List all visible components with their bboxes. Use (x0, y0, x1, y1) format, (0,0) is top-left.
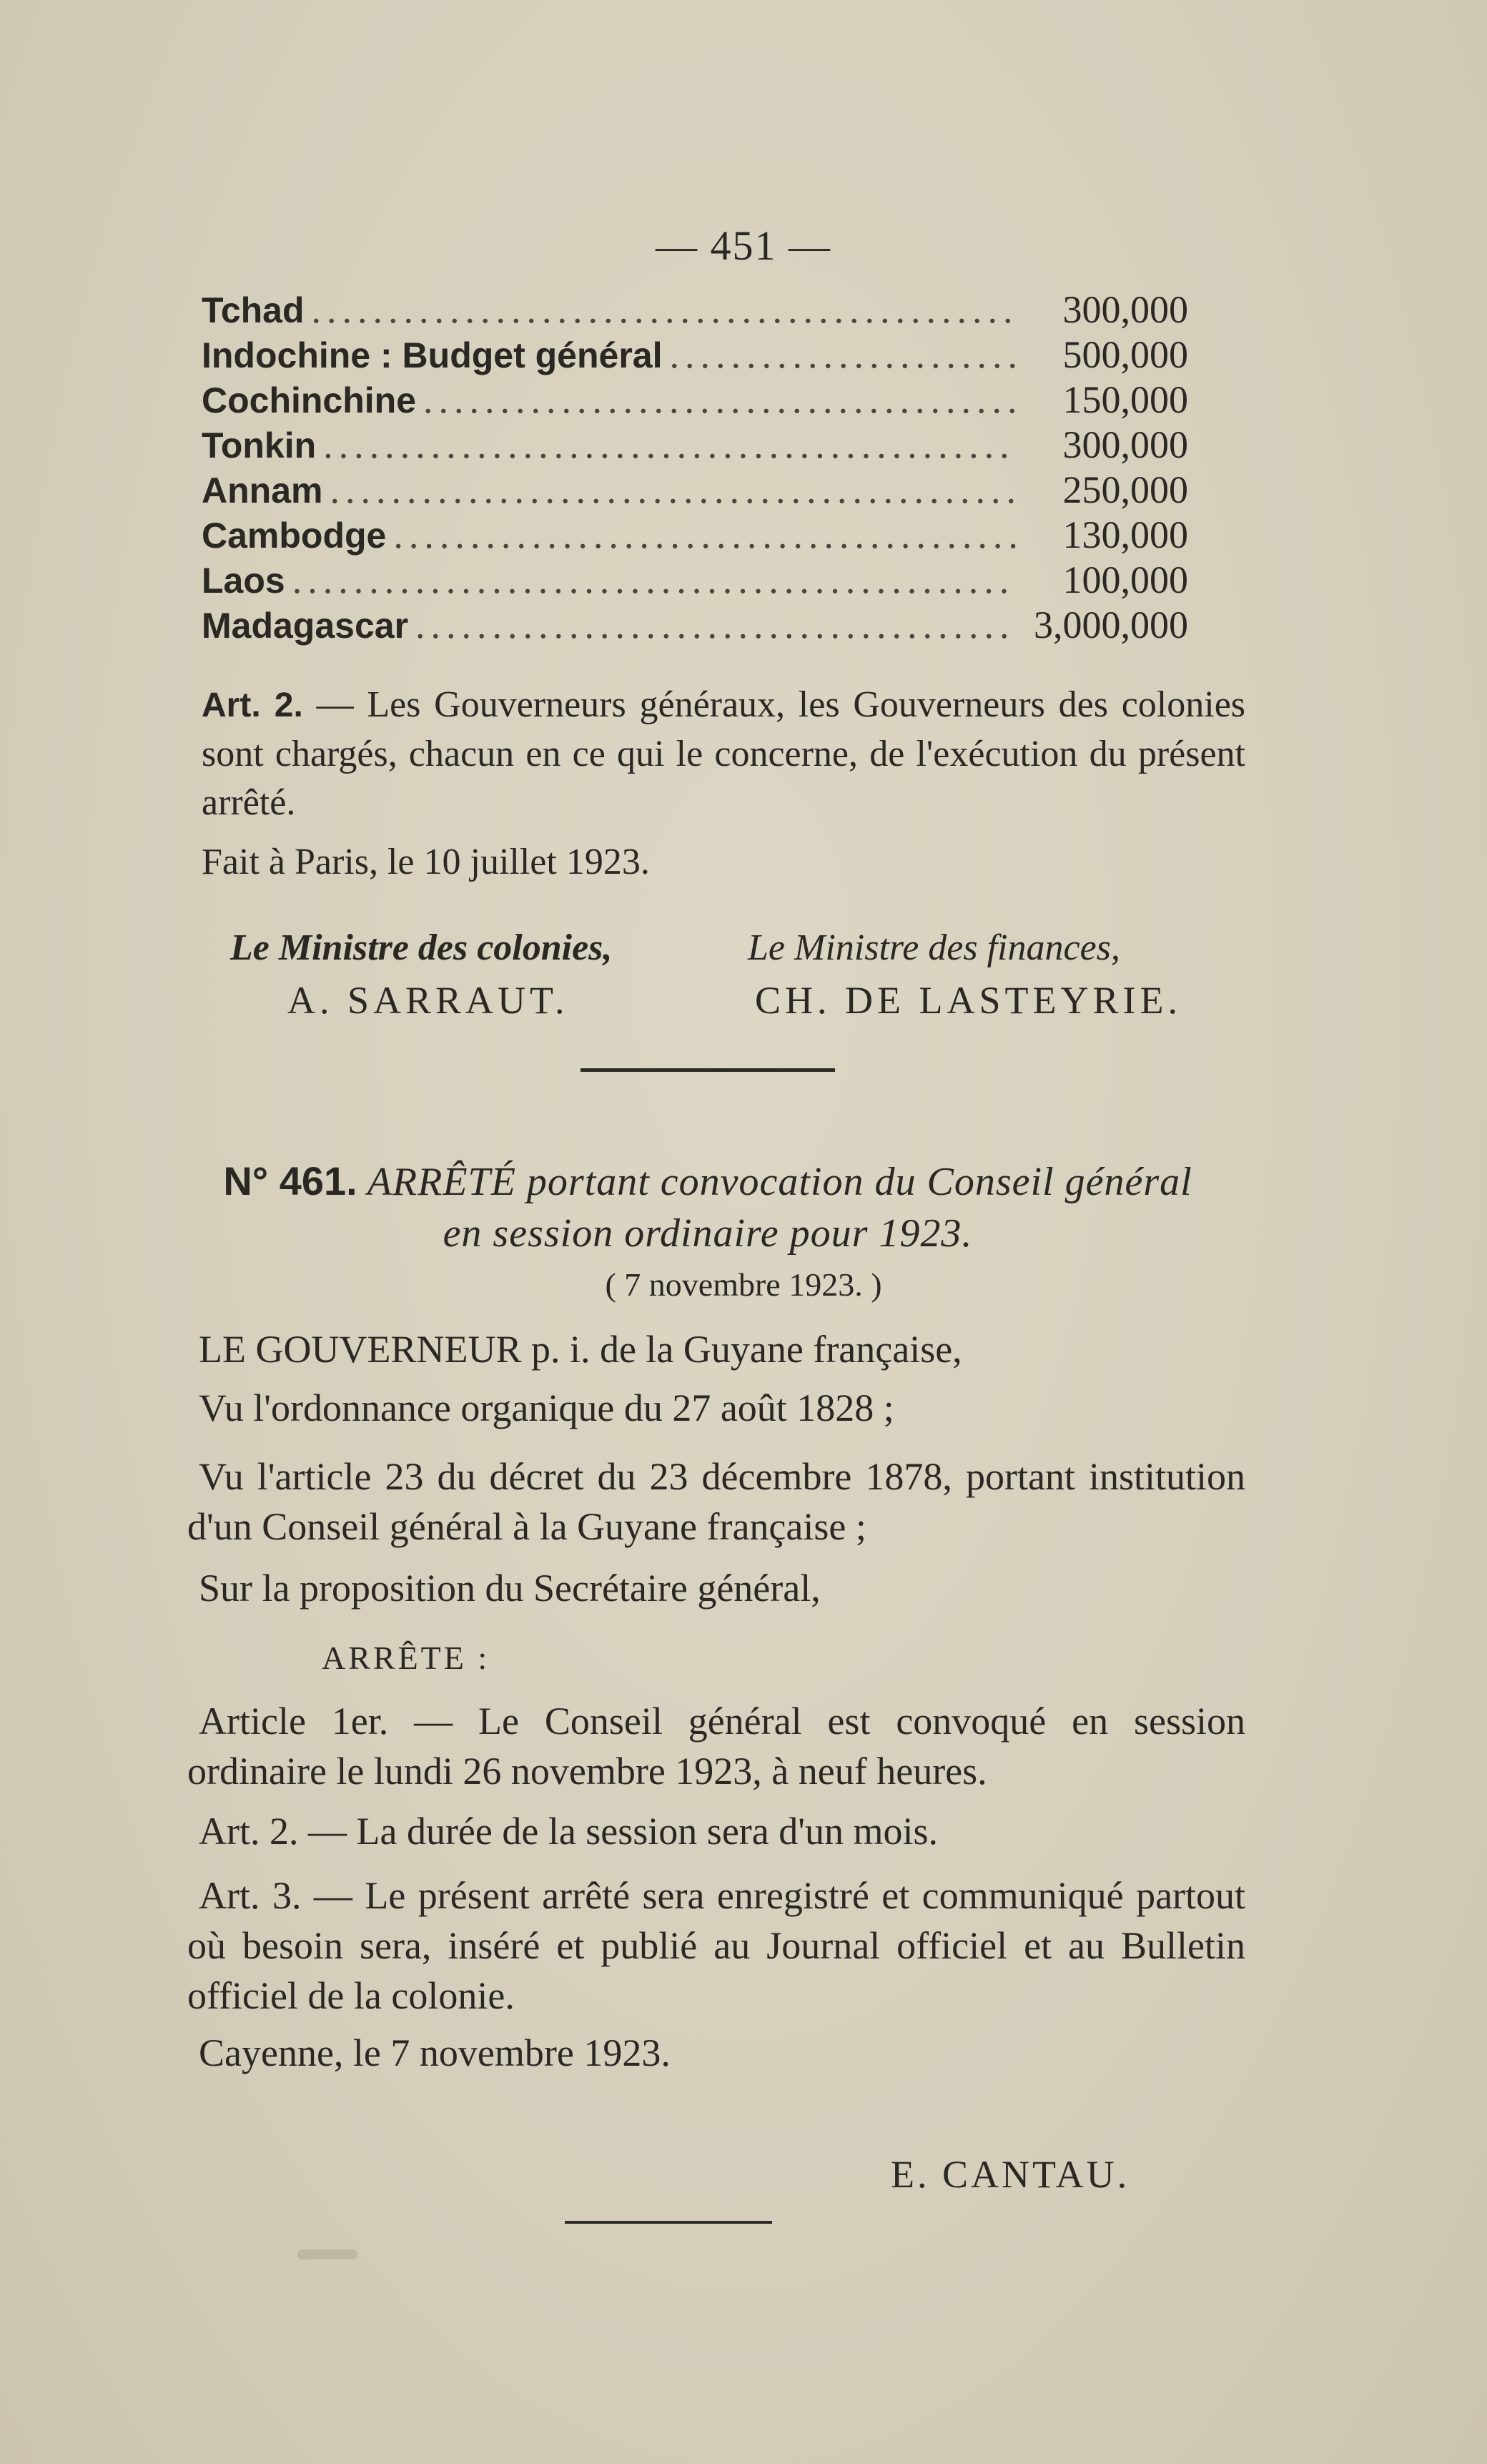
leader-dots (669, 332, 1017, 378)
vu-article: Vu l'article 23 du décret du 23 décembre 1878, portant institution d'un Conseil général à la Guyane française ; (187, 1455, 1245, 1548)
signatory-right-name: CH. DE LASTEYRIE. (755, 979, 1182, 1022)
budget-row (202, 513, 1188, 558)
leader-dots (312, 287, 1017, 332)
leader-dots (330, 468, 1017, 513)
budget-label: Annam (202, 470, 323, 511)
article-2-text: — Les Gouverneurs généraux, les Gouverneurs des colonies sont chargés, chacun en ce qui le concerne, de l'exécution du présent arrêté. (202, 684, 1246, 823)
article-2 (187, 1806, 1245, 1856)
article-3-lead: Art. 3. (199, 1874, 302, 1917)
budget-label: Tonkin (202, 425, 317, 465)
article-1-lead: Article 1er. (199, 1700, 389, 1743)
decree-heading-line2: en session ordinaire pour 1923. (443, 1211, 973, 1256)
budget-row (202, 423, 1188, 468)
budget-value: 250,000 (1062, 468, 1188, 511)
budget-value: 130,000 (1062, 513, 1188, 556)
budget-table (202, 287, 1188, 648)
budget-label: Tchad (202, 290, 305, 330)
leader-dots (423, 378, 1017, 423)
budget-value: 300,000 (1062, 423, 1188, 466)
budget-value: 3,000,000 (1034, 603, 1188, 646)
decree-heading (164, 1155, 1251, 1259)
budget-row (202, 558, 1188, 603)
signatory-left-name: A. SARRAUT. (287, 979, 569, 1022)
arrete-label: ARRÊTE : (322, 1640, 490, 1676)
budget-value: 300,000 (1062, 288, 1188, 331)
budget-row (202, 287, 1188, 332)
article-2-paragraph (202, 681, 1245, 827)
article-1 (187, 1696, 1245, 1796)
budget-row (202, 468, 1188, 513)
vu-ordonnance: Vu l'ordonnance organique du 27 août 1828 ; (199, 1386, 894, 1429)
leader-dots (292, 558, 1017, 603)
article-2b-text: — La durée de la session sera d'un mois. (307, 1810, 938, 1853)
budget-row (202, 603, 1188, 648)
article-2b-lead: Art. 2. (199, 1810, 299, 1853)
page-number: — 451 — (656, 222, 831, 269)
budget-value: 100,000 (1062, 558, 1188, 601)
budget-label: Laos (202, 561, 285, 601)
leader-dots (415, 603, 1017, 648)
budget-value: 150,000 (1062, 378, 1188, 421)
budget-row (202, 378, 1188, 423)
decree-number: N° 461. (223, 1158, 357, 1203)
budget-label: Indochine : Budget général (202, 335, 663, 375)
signatory-right-title: Le Ministre des finances, (748, 927, 1120, 968)
place-date: Cayenne, le 7 novembre 1923. (199, 2031, 671, 2074)
budget-row (202, 332, 1188, 378)
article-3 (187, 1871, 1245, 2021)
article-1-text: — Le Conseil général est convoqué en session ordinaire le lundi 26 novembre 1923, à neuf heures. (187, 1700, 1245, 1793)
article-3-text: — Le présent arrêté sera enregistré et communiqué partout où besoin sera, inséré et publié au Journal officiel et au Bulletin officiel de la colonie. (187, 1874, 1246, 2017)
budget-value: 500,000 (1062, 333, 1188, 376)
budget-label: Madagascar (202, 606, 409, 646)
article-2-lead: Art. 2. (202, 686, 303, 724)
governor-intro: LE GOUVERNEUR p. i. de la Guyane française, (199, 1328, 962, 1371)
decree-date: ( 7 novembre 1923. ) (605, 1266, 882, 1303)
budget-label: Cambodge (202, 516, 387, 556)
signatory-left-title: Le Ministre des colonies, (230, 927, 613, 968)
sur-proposition: Sur la proposition du Secrétaire général, (199, 1567, 821, 1610)
ink-smudge (297, 2249, 357, 2260)
signer-name: E. CANTAU. (891, 2153, 1130, 2196)
decree-heading-line1: ARRÊTÉ portant convocation du Conseil général (367, 1160, 1192, 1204)
leader-dots (323, 423, 1017, 468)
done-at: Fait à Paris, le 10 juillet 1923. (202, 842, 650, 882)
leader-dots (393, 513, 1017, 558)
separator-rule (581, 1068, 835, 1072)
budget-label: Cochinchine (202, 380, 417, 420)
closing-rule (565, 2221, 772, 2224)
